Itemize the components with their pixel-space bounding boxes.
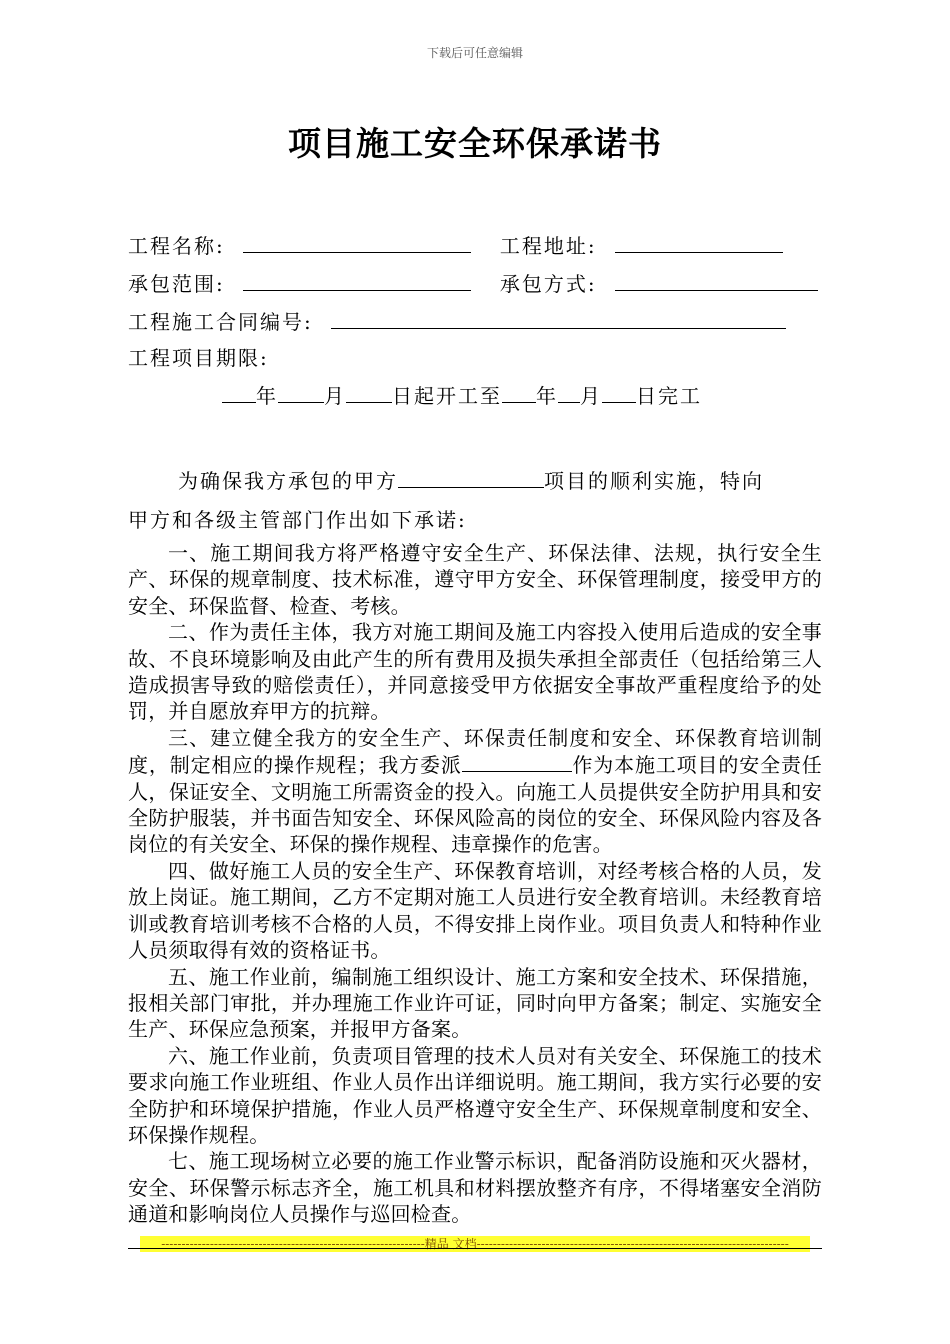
period-line [222, 380, 702, 411]
header-note: 下载后可任意编辑 [426, 46, 523, 60]
project-address-blank[interactable] [615, 230, 783, 253]
end-month-blank[interactable] [558, 380, 580, 403]
clause-6: 六、施工作业前，负责项目管理的技术人员对有关安全、环保施工的技术要求向施工作业班组、作业人员作出详细说明。施工期间，我方实行必要的安全防护和环境保护措施，作业人员严格遵守安全生产、环保规章制度和安全、环保操作规程。 [128, 1043, 822, 1147]
contract-mode-blank[interactable] [615, 268, 818, 291]
clause-3-part-1: 三、建立健全我方的安全生产、环保责任制度和安全、环保教育培训制度，制定相应的操作规程；我方委派 [128, 725, 822, 778]
clause-2: 二、作为责任主体，我方对施工期间及施工内容投入使用后造成的安全事故、不良环境影响及由此产生的所有费用及损失承担全部责任（包括给第三人造成损害导致的赔偿责任），并同意接受甲方依据安全事故严重程度给予的处罚，并自愿放弃甲方的抗辩。 [128, 620, 822, 724]
footer-dashes-left: ----------------------------------------------------------------- [161, 1237, 425, 1251]
contract-scope-label: 承包范围: [128, 272, 225, 296]
start-year-blank[interactable] [222, 380, 256, 403]
clause-4: 四、做好施工人员的安全生产、环保教育培训，对经考核合格的人员，发放上岗证。施工期间，乙方不定期对施工人员进行安全教育培训。未经教育培训或教育培训考核不合格的人员，不得安排上岗作业。项目负责人和特种作业人员须取得有效的资格证书。 [128, 858, 822, 963]
contract-mode-label: 承包方式: [499, 272, 597, 296]
contract-scope-blank[interactable] [243, 268, 471, 291]
end-year-label: 年 [536, 384, 558, 408]
field-row-name-address [128, 230, 783, 260]
contract-number-label: 工程施工合同编号: [128, 310, 313, 334]
end-month-label: 月 [580, 384, 602, 408]
clause-3 [128, 725, 822, 858]
footer-label: 精品 文档 [424, 1237, 477, 1251]
clause-3-part-2: 作为本施工项目的安全责任人，保证安全、文明施工所需资金的投入。向施工人员提供安全防护用具和安全防护服装，并书面告知安全、环保风险高的岗位的安全、环保风险内容及各岗位的有关安全、环保的操作规程、违章操作的危害。 [128, 753, 823, 857]
intro-before-blank: 为确保我方承包的甲方 [178, 469, 398, 493]
start-year-label: 年 [256, 384, 278, 408]
project-address-label: 工程地址: [499, 234, 597, 258]
project-name-blank[interactable] [243, 230, 471, 253]
footer-rule [128, 1248, 822, 1249]
field-row-contract-number [128, 306, 786, 336]
start-day-blank[interactable] [346, 380, 392, 403]
clause-7: 七、施工现场树立必要的施工作业警示标识，配备消防设施和灭火器材，安全、环保警示标志齐全，施工机具和材料摆放整齐有序，不得堵塞安全消防通道和影响岗位人员操作与巡回检查。 [128, 1149, 822, 1227]
contract-number-blank[interactable] [331, 306, 786, 329]
project-period-label: 工程项目期限: [128, 346, 269, 370]
commitment-clauses [128, 540, 822, 1228]
start-month-blank[interactable] [278, 380, 324, 403]
intro-line-1 [178, 465, 764, 496]
end-year-blank[interactable] [502, 380, 536, 403]
client-project-blank[interactable] [398, 465, 544, 488]
document-title: 项目施工安全环保承诺书 [288, 124, 662, 163]
clause-1: 一、施工期间我方将严格遵守安全生产、环保法律、法规，执行安全生产、环保的规章制度、技术标准，遵守甲方安全、环保管理制度，接受甲方的安全、环保监督、检查、考核。 [128, 541, 822, 618]
footer-banner [140, 1236, 810, 1252]
start-day-label: 日起开工至 [392, 384, 502, 408]
start-month-label: 月 [324, 384, 346, 408]
end-day-label: 日完工 [636, 384, 702, 408]
field-row-project-period [128, 343, 269, 373]
project-name-label: 工程名称: [128, 234, 225, 258]
intro-after-blank: 项目的顺利实施，特向 [544, 469, 764, 493]
intro-line-2: 甲方和各级主管部门作出如下承诺: [128, 508, 467, 532]
safety-officer-blank[interactable] [462, 751, 572, 772]
end-day-blank[interactable] [602, 380, 636, 403]
field-row-scope-mode [128, 268, 818, 298]
clause-5: 五、施工作业前，编制施工组织设计、施工方案和安全技术、环保措施，报相关部门审批，并办理施工作业许可证，同时向甲方备案；制定、实施安全生产、环保应急预案，并报甲方备案。 [128, 964, 822, 1042]
footer-dashes-right: ----------------------------------------------------------------------------- [476, 1237, 789, 1251]
